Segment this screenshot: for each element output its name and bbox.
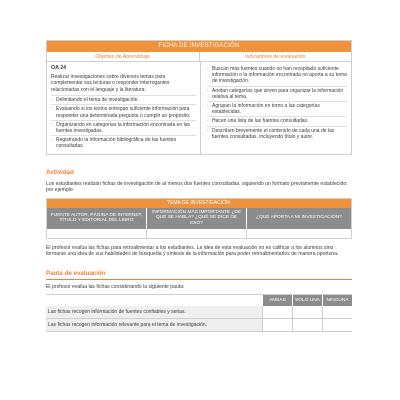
pauta-table: [46, 294, 352, 332]
oa-item: · Organizando en categorías la información encontrada en las fuentes investigadas.: [51, 120, 196, 135]
fiche-table: [46, 40, 352, 155]
indicators-column: [201, 62, 351, 154]
pauta-intro: El profesor evalúa las fichas considerando la siguiente pauta:: [46, 283, 185, 290]
checkbox-cell[interactable]: [292, 319, 322, 331]
objective-column-header: Objetivo de Aprendizaje: [47, 52, 200, 61]
option-ninguna: NINGUNA: [322, 295, 352, 306]
oa-item: · Registrando la información bibliográfica de las fuentes consultadas.: [51, 135, 196, 150]
criterion: Las fichas recogen información relevante para el tema de investigación.: [46, 319, 262, 331]
indicator-item: · Agrupan la información en torno a las categorías establecidas.: [207, 101, 347, 116]
fiche-title: FICHA DE INVESTIGACIÓN: [47, 41, 351, 52]
checkbox-cell[interactable]: [262, 306, 292, 318]
checkbox-cell[interactable]: [322, 306, 352, 318]
checkbox-cell[interactable]: [262, 319, 292, 331]
cell-source: [47, 229, 147, 238]
option-ambas: AMBAS: [262, 295, 292, 306]
oa-code: OA 24: [51, 65, 67, 71]
indicator-item: · Anotan categorías que sirven para organizar la información relativa al tema.: [207, 86, 347, 101]
column-source: FUENTE AUTOR, PÁGINA DE INTERNET, TÍTULO Y EDITORIAL DEL LIBRO: [47, 208, 147, 229]
indicator-item: · Hacen una lista de las fuentes consultadas.: [207, 116, 347, 125]
criterion: Las fichas recogen información de fuentes confiables y serias.: [46, 306, 262, 318]
cell-contribution: [247, 229, 351, 238]
checkbox-cell[interactable]: [322, 319, 352, 331]
activity-table-header: [47, 208, 351, 229]
column-info: INFORMACIÓN MÁS IMPORTANTE ¿DE QUÉ SE HABLA? ¿QUÉ SE DICE DE ESO?: [147, 208, 247, 229]
criteria-header-spacer: [46, 295, 262, 306]
evaluation-page: [46, 40, 352, 332]
objective-column: [47, 62, 201, 154]
activity-table: [46, 198, 352, 239]
oa-item: · Delimitando el tema de investigación.: [51, 95, 196, 104]
activity-followup: El profesor evalúa las fichas para retroalimentar a los estudiantes. La idea de esta evaluación no es calificar a los alumnos sino formarse una idea de sus habilidades de búsqueda y síntesis de la información para poder retroalimentarlos de manera oportuna.: [46, 244, 339, 258]
activity-intro: Los estudiantes realizan fichas de investigación de al menos dos fuentes consultadas, siguiendo un formato previamente establecido; por ejemplo:: [46, 180, 348, 194]
fiche-body: [47, 62, 351, 154]
checkbox-cell[interactable]: [292, 306, 322, 318]
indicators-column-header: Indicadores de evaluación: [245, 54, 306, 60]
option-solo-una: SOLO UNA: [292, 295, 322, 306]
indicator-item: · Describen brevemente el contenido de cada una de las fuentes consultadas, incluyendo título y autor.: [207, 126, 347, 141]
pauta-section: [46, 270, 352, 333]
indicator-item: · Buscan más fuentes cuando no han recopilado suficiente información o la información encontrada no aporta a su tema de investigación.: [207, 65, 347, 86]
fiche-header: [47, 52, 351, 62]
column-contribution: ¿QUÉ APORTA A MI INVESTIGACIÓN?: [256, 215, 342, 221]
oa-item: · Evaluando si los textos entregan suficiente información para responder una determinada pregunta o cumplir un propósito.: [51, 104, 196, 119]
activity-table-row: [47, 229, 351, 238]
oa-description: Realizar investigaciones sobre diversos temas para complementar sus lecturas o responder interrogantes relacionadas con el lenguaje y la literatura:: [51, 74, 170, 93]
activity-table-title: TEMA DE INVESTIGACIÓN:: [47, 199, 351, 208]
cell-info: [147, 229, 247, 238]
pauta-header: [46, 295, 352, 306]
pauta-heading: Pauta de evaluación: [46, 270, 352, 280]
pauta-row: [46, 319, 352, 332]
activity-heading: Actividad: [46, 168, 74, 176]
pauta-row: [46, 306, 352, 319]
